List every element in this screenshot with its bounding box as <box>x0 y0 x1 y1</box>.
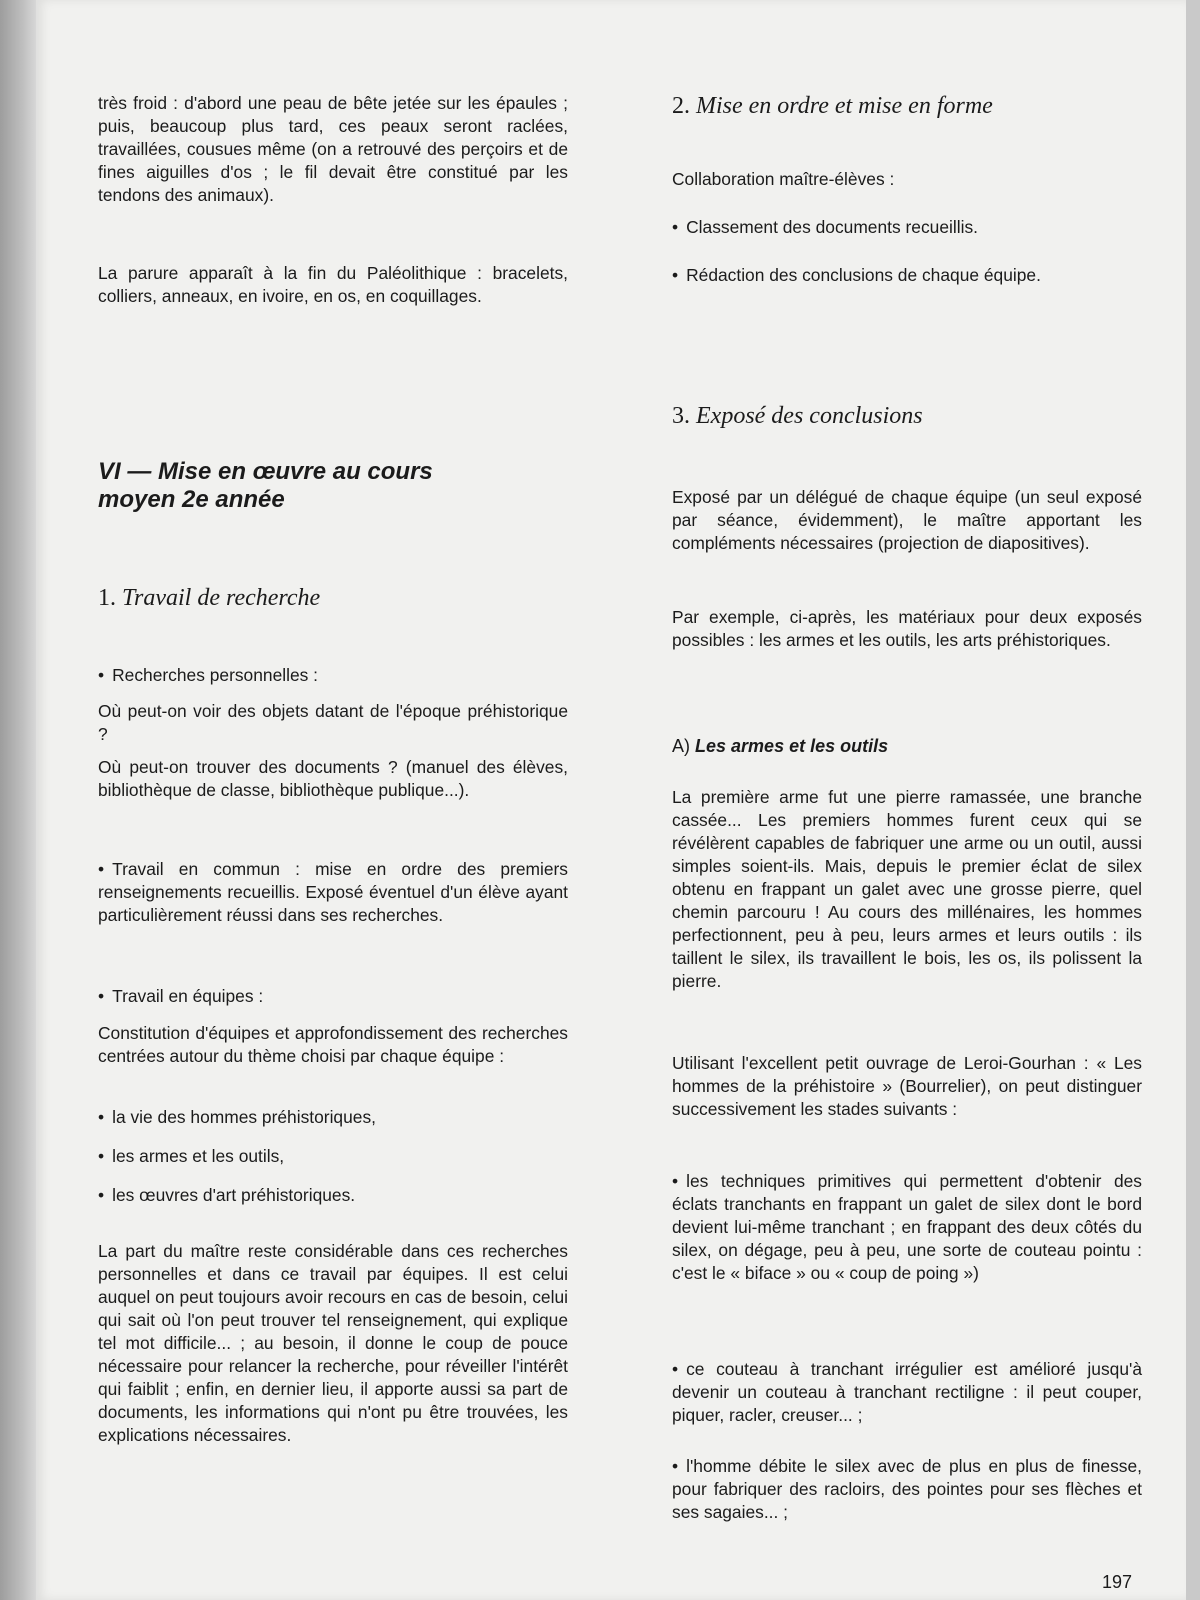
paragraph-leroi-gourhan: Utilisant l'excellent petit ouvrage de Leroi-Gourhan : « Les hommes de la préhistoire » (Bourrelier), on peut distinguer successivement les stades suivants : <box>672 1053 1142 1119</box>
subsection-1-title <box>98 584 320 612</box>
subsection-1-number: 1. <box>98 585 116 611</box>
paragraph-expose: Exposé par un délégué de chaque équipe (un seul exposé par séance, évidemment), le maître apportant les compléments nécessaires (projection de diapositives). <box>672 487 1142 553</box>
subsection-3-text: Exposé des conclusions <box>696 403 923 429</box>
document-page <box>36 0 1186 1600</box>
subsection-2-text: Mise en ordre et mise en forme <box>696 93 993 119</box>
paragraph-exemple: Par exemple, ci-après, les matériaux pour deux exposés possibles : les armes et les outils, les arts préhistoriques. <box>672 607 1142 650</box>
bullet-classement: • Classement des documents recueillis. <box>672 216 1142 239</box>
bullet-travail-equipes: • Travail en équipes : <box>98 985 568 1008</box>
subsection-3-number: 3. <box>672 403 690 429</box>
subsection-2-number: 2. <box>672 93 690 119</box>
subsection-a-title <box>672 734 888 758</box>
page-gutter <box>0 0 36 1600</box>
paragraph-parure: La parure apparaît à la fin du Paléolithique : bracelets, colliers, anneaux, en ivoire, en os, en coquillages. <box>98 263 568 306</box>
page-number: 197 <box>1102 1572 1133 1592</box>
question-objects: Où peut-on voir des objets datant de l'époque préhistorique ? <box>98 701 568 744</box>
theme-item: • les œuvres d'art préhistoriques. <box>98 1184 568 1207</box>
paragraph-clothing: très froid : d'abord une peau de bête jetée sur les épaules ; puis, beaucoup plus tard, ces peaux seront raclées, travaillées, cousues même (on a retrouvé des perçoirs et de fines aiguilles d'os ; le fil devait être constitué par les tendons des animaux). <box>98 93 568 205</box>
subsection-a-prefix: A) <box>672 736 690 756</box>
bullet-couteau: • ce couteau à tranchant irrégulier est amélioré jusqu'à devenir un couteau à tranchant rectiligne : il peut couper, piquer, racler, creuser... ; <box>672 1358 1142 1427</box>
section-title <box>98 458 433 514</box>
theme-item: • les armes et les outils, <box>98 1145 568 1168</box>
paragraph-role-maitre: La part du maître reste considérable dans ces recherches personnelles et dans ce travail par équipes. Il est celui auquel on peut toujours avoir recours en cas de besoin, celui qui sait où l'on peut trouver tel renseignement, qui explique tel mot difficile... ; au besoin, il donne le coup de pouce nécessaire pour relancer la recherche, pour réveiller l'intérêt qui faiblit ; enfin, en dernier lieu, il apporte aussi sa part de documents, les informations qui n'ont pu être trouvées, les explications nécessaires. <box>98 1241 568 1445</box>
bullet-redaction: • Rédaction des conclusions de chaque équipe. <box>672 264 1142 287</box>
paragraph-constitution: Constitution d'équipes et approfondissement des recherches centrées autour du thème choisi par chaque équipe : <box>98 1023 568 1066</box>
paragraph-premiere-arme: La première arme fut une pierre ramassée, une branche cassée... Les premiers hommes furent ceux qui se révélèrent capables de fabriquer une arme ou un outil, aussi simples soient-ils. Mais, depuis le premier éclat de silex obtenu en frappant un galet avec une grosse pierre, quel chemin parcouru ! Au cours des millénaires, les hommes perfectionnent, peu à peu, leurs armes et leurs outils : ils taillent le silex, ils travaillent le bois, les os, ils polissent la pierre. <box>672 787 1142 991</box>
subsection-1-text: Travail de recherche <box>122 585 321 611</box>
subsection-2-title <box>672 92 993 120</box>
bullet-travail-commun: • Travail en commun : mise en ordre des premiers renseignements recueillis. Exposé éventuel d'un élève ayant particulièrement réussi dans ses recherches. <box>98 858 568 927</box>
bullet-techniques-primitives: • les techniques primitives qui permettent d'obtenir des éclats tranchants en frappant un galet de silex dont le bord devient lui-même tranchant ; en frappant des deux côtés du silex, on dégage, peu à peu, une sorte de couteau pointu : c'est le « biface » ou « coup de poing ») <box>672 1170 1142 1285</box>
subsection-3-title <box>672 402 923 430</box>
theme-item: • la vie des hommes préhistoriques, <box>98 1106 568 1129</box>
question-documents: Où peut-on trouver des documents ? (manuel des élèves, bibliothèque de classe, bibliothèque publique...). <box>98 757 568 800</box>
paragraph-collaboration: Collaboration maître-élèves : <box>672 169 895 189</box>
bullet-debite-silex: • l'homme débite le silex avec de plus en plus de finesse, pour fabriquer des racloirs, des pointes pour ses flèches et ses sagaies... ; <box>672 1455 1142 1524</box>
bullet-recherches: • Recherches personnelles : <box>98 664 568 687</box>
section-title-line2: moyen 2e année <box>98 486 285 513</box>
subsection-a-text: Les armes et les outils <box>695 736 889 756</box>
section-title-line1: VI — Mise en œuvre au cours <box>98 458 433 485</box>
